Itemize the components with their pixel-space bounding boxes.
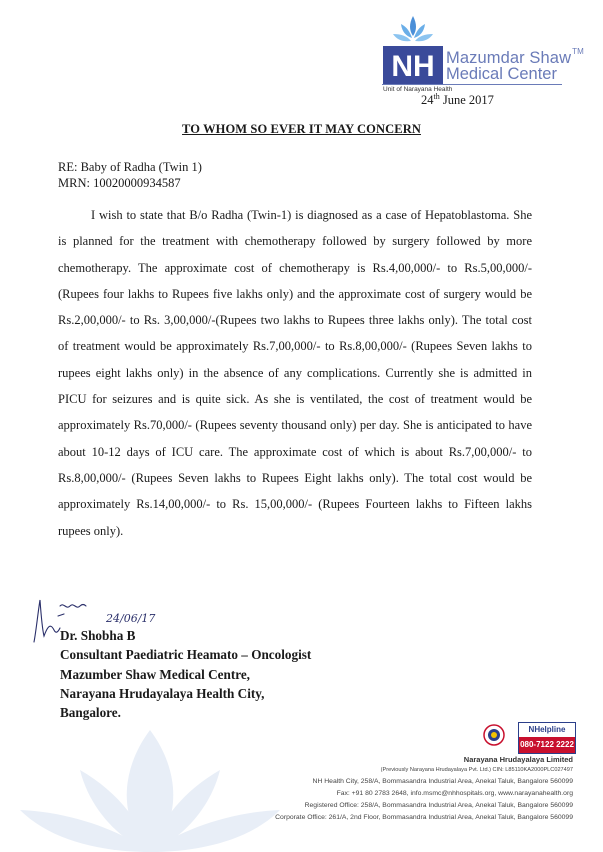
helpline-badge [518, 722, 576, 754]
mrn-line: MRN: 10020000934587 [58, 176, 181, 190]
doctor-name: Dr. Shobha B [60, 628, 136, 643]
logo-text: NH [391, 50, 435, 83]
doctor-city-organization: Narayana Hrudayalaya Health City, [60, 685, 265, 701]
brand-name-line2: Medical Center [446, 65, 557, 83]
nh-logo-icon [383, 14, 443, 84]
letter-heading: TO WHOM SO EVER IT MAY CONCERN [182, 122, 421, 136]
letter-date: 24th June 2017 [421, 92, 494, 108]
footer-cin-line: (Previously Narayana Hrudayalaya Pvt. Ltd.) CIN: L85110KA2000PLC027497 [380, 767, 573, 773]
footer-contact-line: Fax: +91 80 2783 2648, info.msmc@nhhospitals.org, www.narayanahealth.org [336, 790, 573, 797]
doctor-organization: Mazumber Shaw Medical Centre, [60, 666, 250, 682]
brand-subtitle: Unit of Narayana Health [383, 86, 453, 93]
letter-body [58, 202, 532, 544]
footer-corporate-office: Corporate Office: 261/A, 2nd Floor, Bommasandra Industrial Area, Anekal Taluk, Bangalore 560099 [275, 814, 573, 821]
reference-line: RE: Baby of Radha (Twin 1) [58, 160, 202, 174]
body-paragraph: I wish to state that B/o Radha (Twin-1) is diagnosed as a case of Hepatoblastoma. She is planned for the treatment with chemotherapy followed by surgery followed by more chemotherapy. The approximate cost of chemotherapy is Rs.4,00,000/- to Rs.5,00,000/- (Rupees four lakhs to Rupees five lakhs only) and the approximate cost of surgery would be Rs.2,00,000/- to Rs. 3,00,000/-(Rupees two lakhs to Rupees three lakhs only). The total cost of treatment would be approximately Rs.7,00,000/- to Rs.8,00,000/- (Rupees Seven lakhs to rupees eight lakhs only) in the absence of any complications. Currently she is admitted in PICU for seizures and is quite sick. As she is ventilated, the cost of treatment would be approximately Rs.70,000/- (Rupees seventy thousand only) per day. She is anticipated to have about 10-12 days of ICU care. The approximate cost of which is about Rs.7,00,000/- to Rs.8,00,000/- (Rupees Seven lakhs to Rupees Eight lakhs only). The total cost would be approximately Rs.14,00,000/- to Rs. 15,00,000/- (Rupees Fourteen lakhs to Fifteen lakhs rupees only). [58, 208, 532, 538]
brand-divider [382, 84, 562, 85]
footer-registered-office: Registered Office: 258/A, Bommasandra Industrial Area, Anekal Taluk, Bangalore 560099 [304, 802, 573, 809]
signature-date: 24/06/17 [106, 612, 156, 625]
doctor-city: Bangalore. [60, 705, 121, 721]
footer-company: Narayana Hrudayalaya Limited [463, 755, 573, 764]
helpline-number: 080-7122 2222 [519, 737, 575, 753]
quality-seal-icon [483, 724, 505, 746]
footer-address-line: NH Health City, 258/A, Bommasandra Industrial Area, Anekal Taluk, Bangalore 560099 [312, 778, 573, 785]
helpline-label: NHelpline [528, 725, 566, 734]
lotus-watermark-icon [0, 690, 300, 852]
brand-name-line1: Mazumdar Shaw™ [446, 47, 584, 67]
doctor-title: Consultant Paediatric Heamato – Oncologist [60, 647, 312, 663]
